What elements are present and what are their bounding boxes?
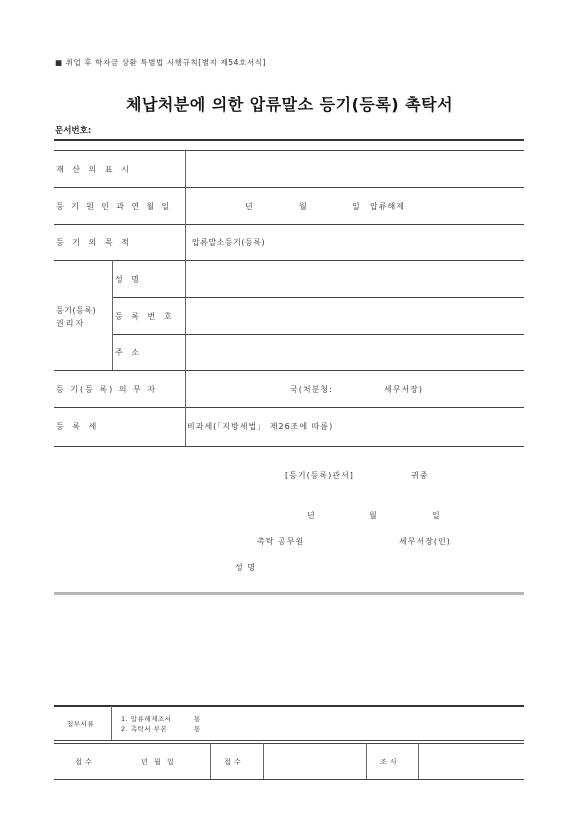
holder-name-label: 성 명 <box>115 275 142 284</box>
footer-column-divider <box>210 743 211 779</box>
table-bottom-border <box>54 446 524 447</box>
table-top-border <box>54 139 524 141</box>
official-title: 세무서장(인) <box>399 537 451 546</box>
sign-year: 년 <box>307 511 316 520</box>
attach-item-2-unit: 통 <box>194 725 201 733</box>
receipt-date: 년 월 일 <box>141 758 176 766</box>
attach-item-1: 1. 압류해제조서 <box>121 715 172 723</box>
official-label: 촉탁 공무원 <box>257 537 305 546</box>
obligor-value-2: 세무서장) <box>384 385 424 394</box>
name-label: 성 명 <box>235 563 256 572</box>
holder-address-label: 주 소 <box>115 348 142 357</box>
footer-bottom-border <box>54 779 524 780</box>
table-row-divider <box>54 187 524 188</box>
purpose-value: 압류말소등기(등록) <box>192 238 266 247</box>
tax-value: 비과세(「지방세법」 제26조에 따름) <box>187 422 334 431</box>
footer-column-divider <box>418 743 419 779</box>
recipient-honorific: 귀중 <box>411 471 429 480</box>
receipt-label-2: 접 수 <box>224 758 242 766</box>
obligor-value-1: 국(처분청: <box>290 385 333 394</box>
table-row-divider <box>112 334 524 335</box>
holder-group-label-2: 권리자 <box>56 319 86 328</box>
table-row-divider <box>54 370 524 371</box>
purpose-label: 등 기 의 목 적 <box>56 238 132 247</box>
cause-year: 년 <box>245 202 254 211</box>
tax-label: 등 록 세 <box>56 422 100 431</box>
property-label: 재 산 의 표 시 <box>56 165 132 174</box>
footer-column-divider <box>263 743 264 779</box>
page-title: 체납처분에 의한 압류말소 등기(등록) 촉탁서 <box>125 95 454 114</box>
legal-basis: ■ 취업 후 학자금 상환 특별법 시행규칙[별지 제54호서식] <box>55 58 267 67</box>
table-column-divider <box>112 260 113 370</box>
receipt-label: 접 수 <box>75 758 93 766</box>
table-row-divider <box>112 297 524 298</box>
table-row-divider <box>54 150 524 151</box>
cause-label: 등 기 원 인 과 연 월 일 <box>56 202 172 211</box>
cause-value: 압류해제 <box>370 202 405 211</box>
table-row-divider <box>54 224 524 225</box>
cause-month: 월 <box>299 202 308 211</box>
attach-item-2: 2. 촉탁서 부본 <box>121 725 168 733</box>
recipient-office: [등기(등록)관서] <box>285 471 354 480</box>
table-row-divider <box>54 407 524 408</box>
section-divider <box>54 592 524 595</box>
obligor-label: 등 기(등 록) 의 무 자 <box>56 385 158 394</box>
inspect-label: 조 사 <box>380 758 398 766</box>
attach-label: 첨부서류 <box>67 720 95 728</box>
cause-day: 일 <box>352 202 361 211</box>
holder-regno-label: 등 록 번 호 <box>115 312 175 321</box>
sign-day: 일 <box>432 511 441 520</box>
footer-column-divider <box>111 706 112 740</box>
table-column-divider <box>185 150 186 446</box>
holder-group-label: 등기(등록) <box>56 306 97 315</box>
footer-top-border <box>54 705 524 707</box>
attach-item-1-unit: 통 <box>194 715 201 723</box>
footer-column-divider <box>366 743 367 779</box>
footer-divider <box>54 743 524 744</box>
footer-divider <box>54 740 524 741</box>
table-row-divider <box>54 260 524 261</box>
document-number-label: 문서번호: <box>55 126 92 136</box>
sign-month: 월 <box>369 511 378 520</box>
